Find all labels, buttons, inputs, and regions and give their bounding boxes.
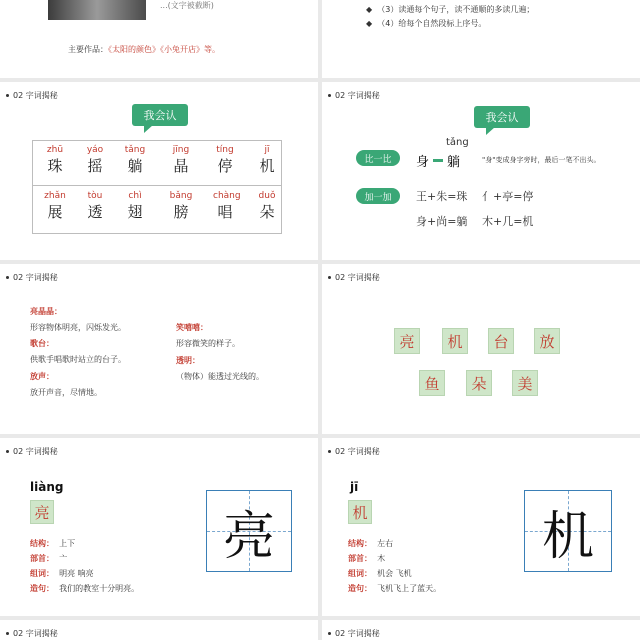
add-1b: 亻+亭=停 [482, 190, 534, 203]
term-5-def: （物体）能透过光线的。 [176, 372, 264, 381]
pinyin-text: bǎng [169, 191, 193, 201]
pinyin-cell [43, 145, 67, 176]
add-1a: 王+朱=珠 [416, 190, 468, 203]
pinyin-cell [83, 191, 107, 222]
hanzi-text: 展 [47, 203, 63, 221]
slide-1-right[interactable] [322, 0, 640, 78]
hanzi-text: 朵 [259, 203, 275, 221]
char-pinyin: jī [350, 480, 359, 494]
pinyin-text: chàng [213, 191, 241, 201]
char-card[interactable]: 朵 [466, 370, 492, 396]
hanzi-text: 珠 [47, 157, 63, 175]
term-3-def: 放开声音，尽情地。 [30, 388, 102, 397]
compare-note: "身"变成身字旁时，最后一笔不出头。 [482, 156, 601, 164]
compare-char-a: 身 [416, 155, 430, 170]
hanzi-text: 晶 [173, 157, 189, 175]
pinyin-cell [255, 191, 279, 222]
compare-pinyin: tǎng [446, 137, 469, 148]
pinyin-text: chì [128, 191, 142, 201]
section-header: 02 字词揭秘 [328, 272, 380, 283]
add-2a: 身+尚=躺 [416, 215, 468, 228]
slide-4-left[interactable] [0, 438, 318, 616]
char-tag: 亮 [30, 500, 54, 524]
pinyin-text: zhū [46, 145, 64, 155]
char-card[interactable]: 机 [442, 328, 468, 354]
slide-1-left[interactable] [0, 0, 318, 78]
radical-line: 部首： 木 [348, 554, 386, 563]
words-line: 组词： 明亮 响亮 [30, 569, 94, 578]
slide-3-left[interactable] [0, 264, 318, 434]
term-4-def: 形容微笑的样子。 [176, 339, 240, 348]
pinyin-text: jī [264, 145, 270, 155]
tianzi-grid [206, 490, 292, 572]
term-2-def: 供歌手唱歌时站立的台子。 [30, 355, 126, 364]
works-line [68, 44, 220, 55]
compare-char-b: 躺 [447, 155, 461, 170]
char-tag: 机 [348, 500, 372, 524]
structure-line: 结构： 左右 [348, 539, 394, 548]
compare-line [416, 151, 460, 170]
works-value: 《太阳的颜色》《小兔开店》等。 [108, 45, 220, 54]
big-char: 亮 [222, 506, 275, 567]
term-1-def: 形容物体明亮，闪烁发光。 [30, 323, 126, 332]
slide-4-right[interactable] [322, 438, 640, 616]
pinyin-cell [213, 145, 237, 176]
slide-2-right[interactable] [322, 82, 640, 260]
structure-line: 结构： 上下 [30, 539, 76, 548]
pinyin-table [32, 140, 282, 234]
add-pill: 加一加 [356, 188, 400, 204]
section-header: 02 字词揭秘 [328, 628, 380, 639]
words-line: 组词： 机会 飞机 [348, 569, 412, 578]
read-item-3: ◆ （3）读通每个句子，读不通顺的多读几遍； [366, 5, 535, 14]
section-header: 02 字词揭秘 [6, 628, 58, 639]
hanzi-text: 翅 [127, 203, 143, 221]
pinyin-cell [123, 191, 147, 222]
hanzi-text: 唱 [217, 203, 233, 221]
char-pinyin: liàng [30, 480, 64, 494]
slide-2-left[interactable] [0, 82, 318, 260]
big-char: 机 [541, 506, 594, 567]
pinyin-cell [169, 145, 193, 176]
term-1-word: 亮晶晶： [30, 307, 62, 316]
hanzi-text: 透 [87, 203, 103, 221]
compare-pill: 比一比 [356, 150, 400, 166]
slide-5-left[interactable] [0, 620, 318, 640]
char-card[interactable]: 美 [512, 370, 538, 396]
char-card[interactable]: 台 [488, 328, 514, 354]
hanzi-text: 躺 [127, 157, 143, 175]
term-5-word: 透明： [176, 356, 200, 365]
sentence-line: 造句： 我们的教室十分明亮。 [30, 584, 140, 593]
pinyin-text: tǎng [124, 145, 146, 155]
hanzi-text: 摇 [87, 157, 103, 175]
pinyin-text: jīng [172, 145, 190, 155]
pinyin-text: tòu [87, 191, 103, 201]
term-3-word: 放声： [30, 372, 54, 381]
term-2-word: 歌台： [30, 339, 54, 348]
hanzi-text: 停 [217, 157, 233, 175]
hanzi-text: 机 [259, 157, 275, 175]
pinyin-text: zhǎn [44, 191, 66, 201]
slide-5-right[interactable] [322, 620, 640, 640]
section-header: 02 字词揭秘 [6, 446, 58, 457]
table-divider [33, 185, 281, 186]
woheren-bubble: 我会认 [474, 106, 530, 128]
slide-3-right[interactable] [322, 264, 640, 434]
read-item-4: ◆ （4）给每个自然段标上序号。 [366, 19, 487, 28]
woheren-bubble: 我会认 [132, 104, 188, 126]
pinyin-cell [123, 145, 147, 176]
pinyin-cell [213, 191, 241, 222]
char-card[interactable]: 鱼 [419, 370, 445, 396]
pinyin-cell [255, 145, 279, 176]
tianzi-grid [524, 490, 612, 572]
pinyin-cell [43, 191, 67, 222]
term-4-word: 笑嘻嘻： [176, 323, 208, 332]
char-card[interactable]: 亮 [394, 328, 420, 354]
char-card[interactable]: 放 [534, 328, 560, 354]
hanzi-text: 膀 [173, 203, 189, 221]
sentence-line: 造句： 飞机飞上了蓝天。 [348, 584, 442, 593]
radical-line: 部首： 亠 [30, 554, 68, 563]
pinyin-text: tíng [216, 145, 234, 155]
pinyin-cell [169, 191, 193, 222]
author-photo [48, 0, 146, 20]
section-header: 02 字词揭秘 [6, 272, 58, 283]
arrow-dash [433, 159, 443, 162]
section-header: 02 字词揭秘 [328, 446, 380, 457]
section-header: 02 字词揭秘 [328, 90, 380, 101]
top-text: ...(文字被截断) [160, 1, 214, 10]
add-2b: 木+几=机 [482, 215, 534, 228]
section-header: 02 字词揭秘 [6, 90, 58, 101]
pinyin-cell [83, 145, 107, 176]
pinyin-text: duǒ [258, 191, 276, 201]
pinyin-text: yáo [86, 145, 104, 155]
works-label: 主要作品： [68, 45, 108, 54]
